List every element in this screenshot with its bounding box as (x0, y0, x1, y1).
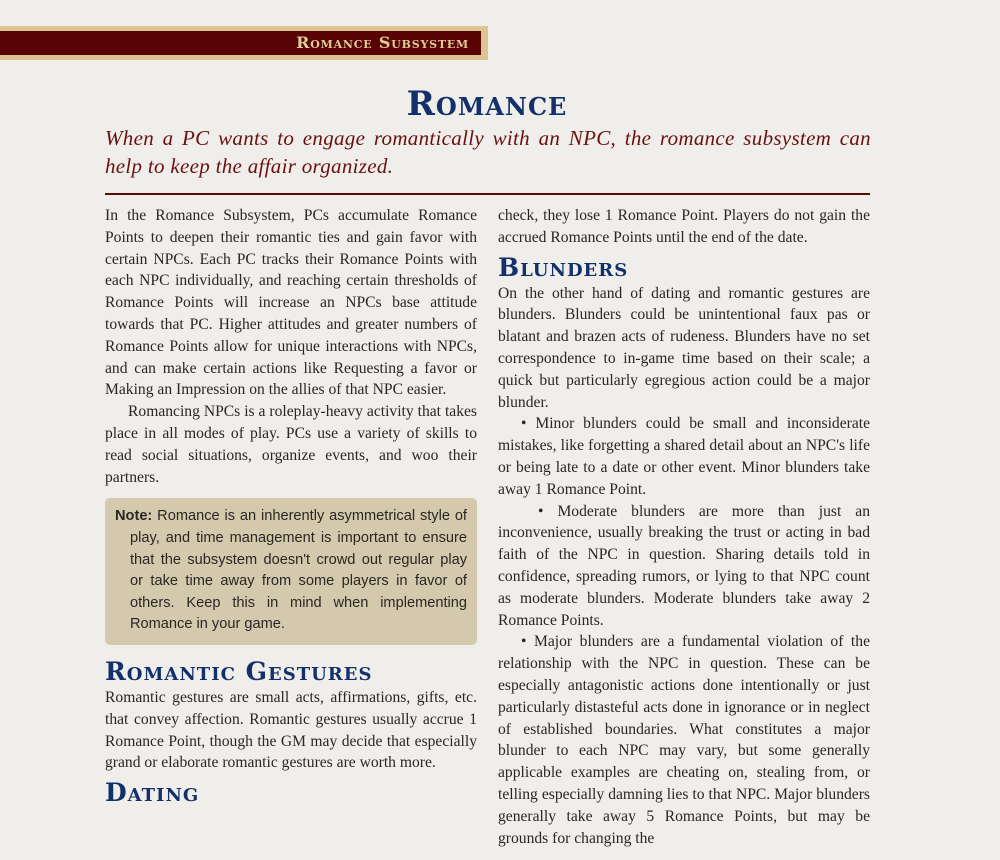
heading-blunders: Blunders (498, 252, 629, 282)
left-column (105, 205, 477, 808)
page-title: Romance (406, 84, 568, 124)
heading-romantic-gestures: Romantic Gestures (105, 656, 373, 686)
gestures-paragraph: Romantic gestures are small acts, affirmations, gifts, etc. that convey affection. Romantic gestures usually accrue 1 Romance Point, though the GM may decide that especially grand or elaborate romantic gestures are worth more. (105, 688, 477, 772)
note-text: Romance is an inherently asymmetrical style of play, and time management is important to ensure that the subsystem doesn't crowd out regular play or take time away from some players in favor of others. Keep this in mind when implementing Romance in your game. (130, 508, 467, 633)
right-column (498, 205, 870, 849)
intro-paragraph-2: Romancing NPCs is a roleplay-heavy activity that takes place in all modes of play. PCs use a variety of skills to read social situations, organize events, and woo their partners. (105, 403, 477, 486)
moderate-blunders: • Moderate blunders are more than just an inconvenience, usually breaking the trust or acting in bad faith of the NPC in question. Sharing details told in confidence, spreading rumors, or lying to that NPC count as moderate blunders. Moderate blunders take away 2 Romance Points. (498, 502, 870, 629)
banner-label: Romance Subsystem (296, 33, 469, 52)
minor-blunders: • Minor blunders could be small and inconsiderate mistakes, like forgetting a shared detail about an NPC's life or being late to a date or other event. Minor blunders take away 1 Romance Point. (498, 415, 870, 498)
note-label: Note: (115, 508, 153, 525)
page-subtitle: When a PC wants to engage romantically with an NPC, the romance subsystem can help to keep the affair organized. (105, 126, 871, 178)
dating-continuation: check, they lose 1 Romance Point. Players do not gain the accrued Romance Points until the end of the date. (498, 207, 870, 246)
title-divider (105, 193, 870, 195)
heading-dating: Dating (105, 778, 200, 808)
major-blunders: • Major blunders are a fundamental violation of the relationship with the NPC in question. These can be especially antagonistic actions done intentionally or just particularly distasteful acts done in ignorance or in neglect of established boundaries. What constitutes a major blunder to each NPC may vary, but some generally applicable examples are cheating on, stealing from, or telling especially damning lies to that NPC. Major blunders generally take away 5 Romance Points, but may be grounds for changing the (498, 633, 870, 847)
intro-paragraph: In the Romance Subsystem, PCs accumulate Romance Points to deepen their romantic ties and gain favor with certain NPCs. Each PC tracks their Romance Points with each NPC individually, and reaching certain thresholds of Romance Points will increase an NPCs base attitude towards that PC. Higher attitudes and greater numbers of Romance Points allow for unique interactions with NPCs, and can make certain actions like Requesting a favor or Making an Impression on the allies of that NPC easier. (105, 207, 477, 399)
note-box (105, 498, 477, 645)
blunders-intro: On the other hand of dating and romantic gestures are blunders. Blunders could be unintentional faux pas or blatant and brazen acts of rudeness. Blunders have no set correspondence to in-game time based on their scale; a quick but particularly egregious action could be a major blunder. (498, 284, 870, 411)
section-banner (0, 26, 488, 60)
